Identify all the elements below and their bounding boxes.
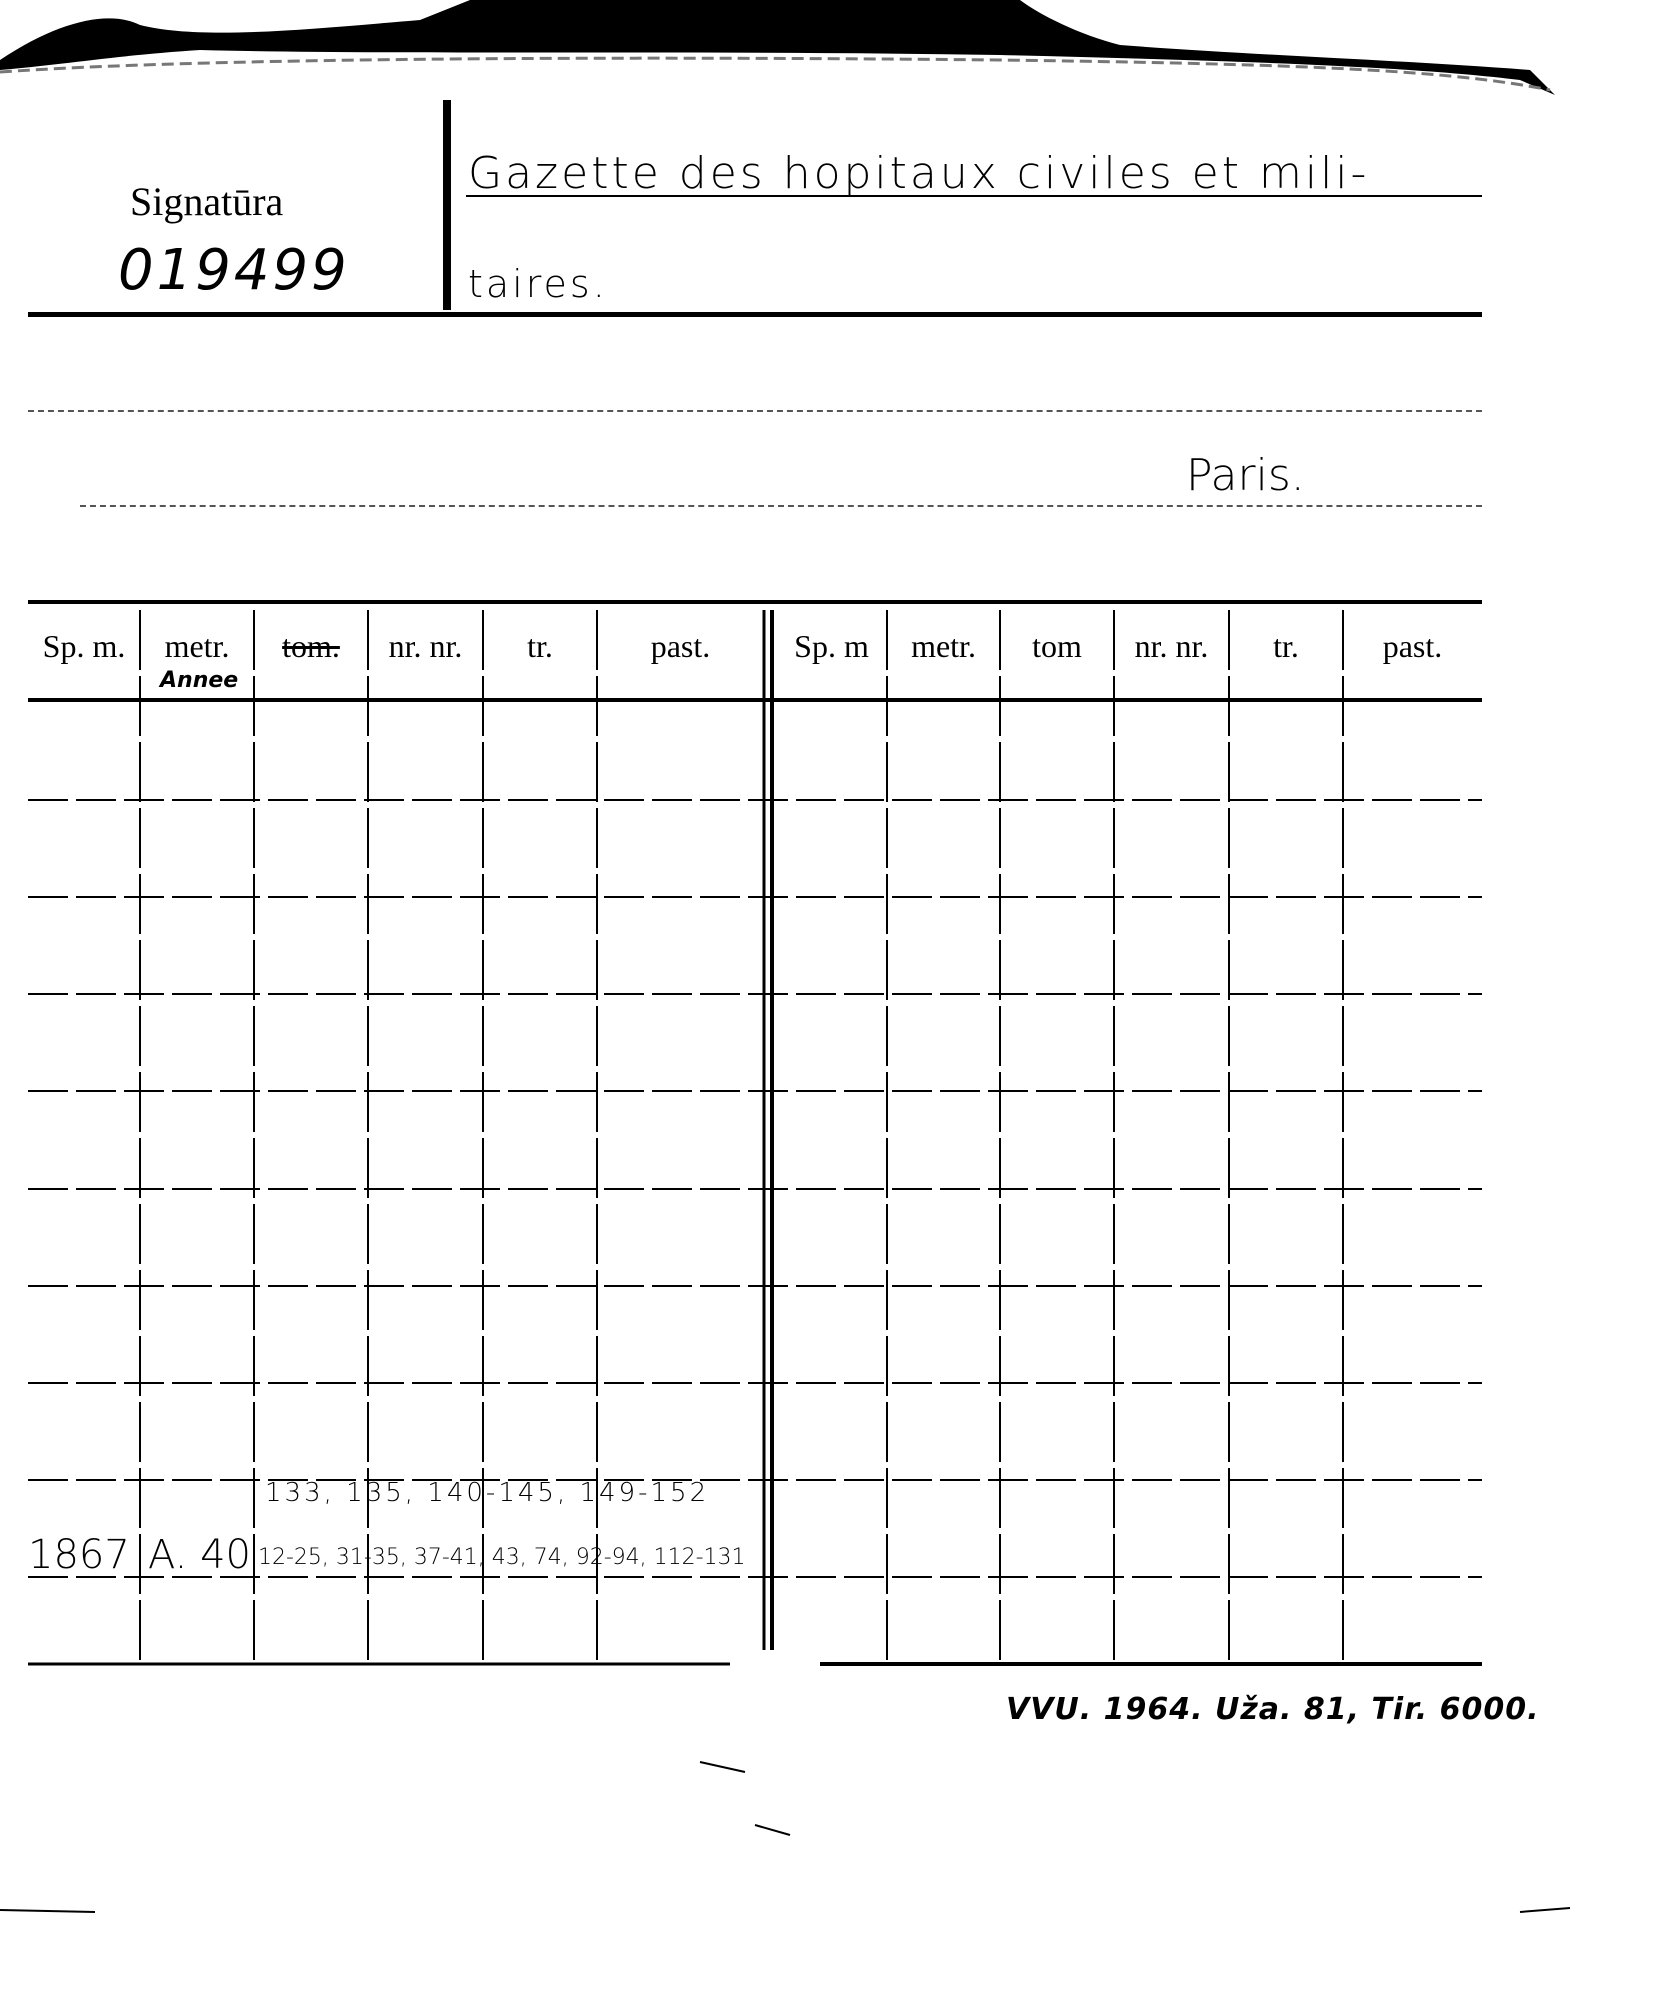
header-sp-m-right: Sp. m	[794, 628, 869, 664]
header-tr-right: tr.	[1273, 628, 1299, 664]
header-metr-right: metr.	[911, 628, 976, 664]
header-tom-right: tom	[1032, 628, 1082, 664]
header-metr: metr.	[164, 628, 230, 664]
signatura-number: 019499	[118, 238, 350, 303]
header-nr-nr: nr. nr.	[388, 628, 463, 664]
header-past-right: past.	[1382, 628, 1443, 664]
entry-annee: A. 40	[148, 1532, 251, 1578]
print-run-note: VVU. 1964. Uža. 81, Tir. 6000.	[1006, 1692, 1540, 1727]
place-of-publication: Paris.	[1186, 450, 1305, 501]
entry-numbers-line-2: 12-25, 31-35, 37-41, 43, 74, 92-94, 112-131	[258, 1545, 746, 1570]
header-past: past.	[650, 628, 711, 664]
entry-year: 1867	[28, 1532, 130, 1578]
entry-numbers-line-1: 133, 135, 140-145, 149-152	[265, 1478, 710, 1508]
signatura-label: Signatūra	[130, 179, 284, 224]
header-nr-nr-right: nr. nr.	[1134, 628, 1209, 664]
header-metr-annotation: Annee	[160, 668, 239, 693]
header-tr: tr.	[527, 628, 553, 664]
title-line-2: taires.	[468, 262, 608, 306]
header-sp-m: Sp. m.	[42, 628, 126, 664]
title-line-1: Gazette des hopitaux civiles et mili-	[468, 148, 1370, 199]
header-tom: tom.	[282, 628, 340, 664]
